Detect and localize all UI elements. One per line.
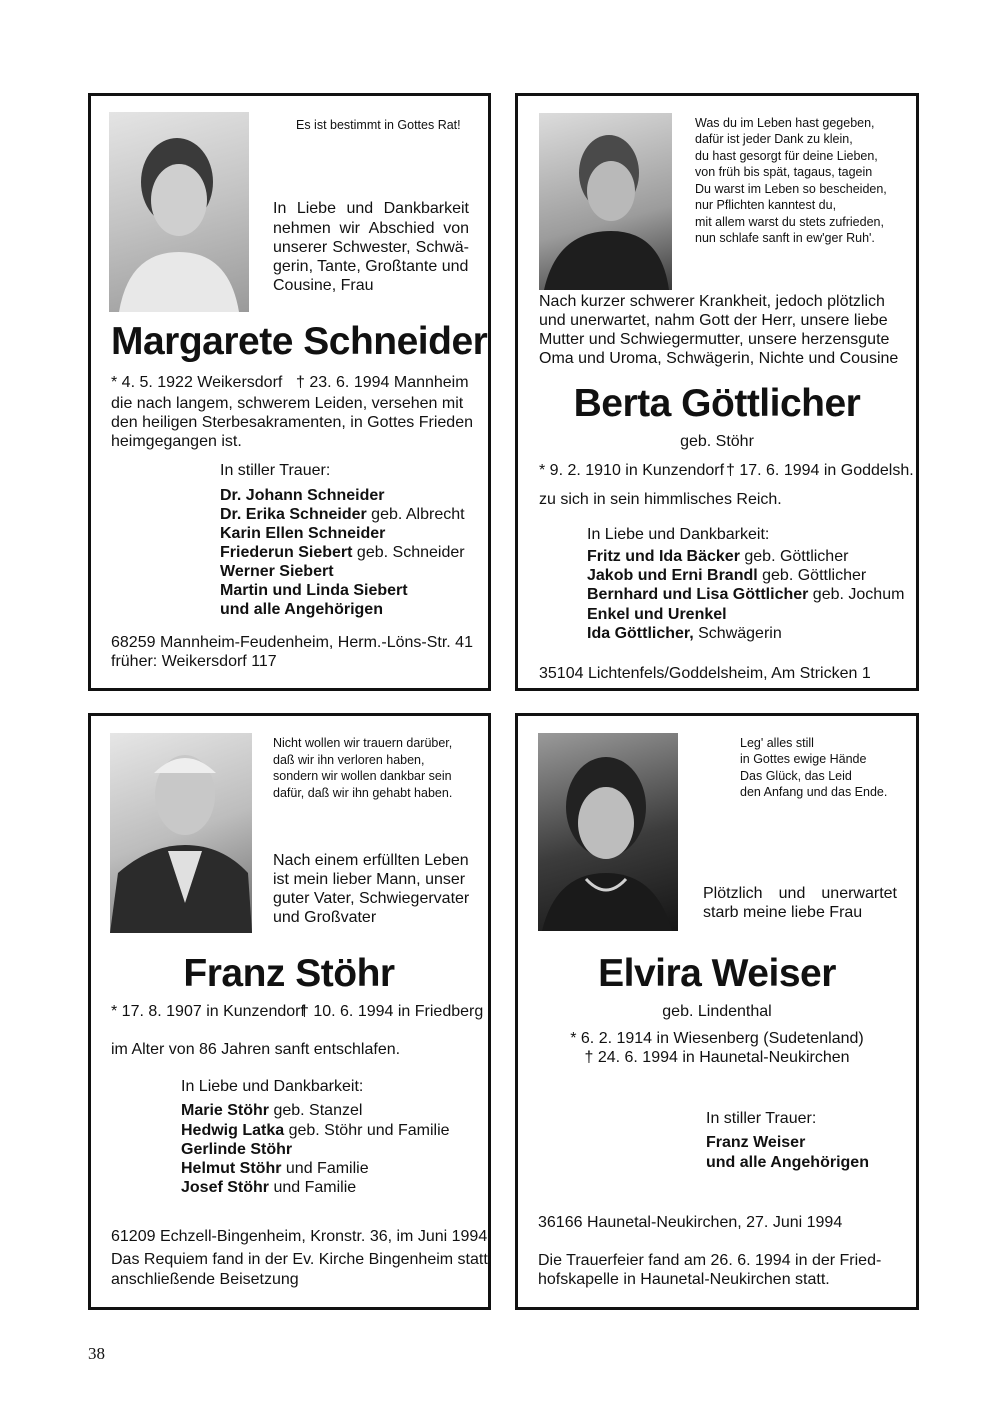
mourner: Martin und Linda Siebert	[220, 582, 408, 599]
mourner: Franz Weiser	[706, 1134, 806, 1151]
address-line: Das Requiem fand in der Ev. Kirche Bingenheim statt,	[111, 1251, 493, 1268]
text-line: im Alter von 86 Jahren sanft entschlafen.	[111, 1041, 401, 1058]
death-date: † 10. 6. 1994 in Friedberg	[300, 1003, 484, 1020]
mourner: Helmut Stöhr und Familie	[181, 1160, 369, 1177]
mourner: Jakob und Erni Brandl geb. Göttlicher	[587, 567, 867, 584]
address-line: anschließende Beisetzung	[111, 1271, 299, 1288]
death-date: † 23. 6. 1994 Mannheim	[296, 374, 469, 391]
mourner: Karin Ellen Schneider	[220, 525, 386, 542]
mourning-label: In Liebe und Dankbarkeit:	[587, 526, 770, 543]
birth-date: * 4. 5. 1922 Weikersdorf	[111, 374, 283, 391]
maiden-name: geb. Stöhr	[680, 433, 754, 450]
text-line: heimgegangen ist.	[111, 433, 242, 450]
address-line: 36166 Haunetal-Neukirchen, 27. Juni 1994	[538, 1214, 843, 1231]
verse-line: dafür ist jeder Dank zu klein,	[695, 132, 853, 146]
verse-line: sondern wir wollen dankbar sein	[273, 769, 452, 783]
birth-date: * 9. 2. 1910 in Kunzendorf	[539, 462, 725, 479]
mourner: Hedwig Latka geb. Stöhr und Familie	[181, 1122, 450, 1139]
deceased-name: Franz Stöhr	[183, 952, 395, 995]
text-line: zu sich in sein himmlisches Reich.	[539, 491, 782, 508]
verse-line: in Gottes ewige Hände	[740, 752, 867, 766]
mourning-label: In stiller Trauer:	[220, 462, 331, 479]
verse-line: nur Pflichten kanntest du,	[695, 198, 837, 212]
verse-line: Du warst im Leben so bescheiden,	[695, 182, 887, 196]
verse-line: Was du im Leben hast gegeben,	[695, 116, 875, 130]
verse-line: mit allem warst du stets zufrieden,	[695, 215, 884, 229]
portrait-photo	[110, 733, 252, 933]
verse-line: du hast gesorgt für deine Lieben,	[695, 149, 878, 163]
intro-line: In Liebe und Dankbarkeit	[273, 200, 469, 217]
text-line: die nach langem, schwerem Leiden, versehen mit	[111, 395, 464, 412]
mourner: Gerlinde Stöhr	[181, 1141, 293, 1158]
intro-line: nehmen wir Abschied von	[273, 220, 469, 237]
verse-line: nun schlafe sanft in ew'ger Ruh'.	[695, 231, 875, 245]
mourner: Friederun Siebert geb. Schneider	[220, 544, 465, 561]
mourner: Bernhard und Lisa Göttlicher geb. Jochum	[587, 586, 905, 603]
verse-line: dafür, daß wir ihn gehabt haben.	[273, 786, 453, 800]
portrait-photo	[538, 733, 678, 931]
address-line: 68259 Mannheim-Feudenheim, Herm.-Löns-Str. 41	[111, 634, 473, 651]
mourner: und alle Angehörigen	[706, 1154, 869, 1171]
intro-line: Nach kurzer schwerer Krankheit, jedoch plötzlich	[539, 293, 885, 310]
verse-line: Das Glück, das Leid	[740, 769, 852, 783]
verse-line: Es ist bestimmt in Gottes Rat!	[296, 118, 461, 132]
death-date: † 17. 6. 1994 in Goddelsh.	[726, 462, 914, 479]
verse-line: Leg' alles still	[740, 736, 814, 750]
address-line: früher: Weikersdorf 117	[111, 653, 277, 670]
deceased-name: Margarete Schneider	[111, 320, 488, 363]
intro-line: Oma und Uroma, Schwägerin, Nichte und Cousine	[539, 350, 899, 367]
mourner: Dr. Erika Schneider geb. Albrecht	[220, 506, 465, 523]
death-date: † 24. 6. 1994 in Haunetal-Neukirchen	[584, 1049, 850, 1066]
mourner: Dr. Johann Schneider	[220, 487, 385, 504]
intro-line: unserer Schwester, Schwä-	[273, 239, 469, 256]
mourning-label: In stiller Trauer:	[706, 1110, 817, 1127]
portrait-photo	[539, 113, 672, 290]
mourner: Marie Stöhr geb. Stanzel	[181, 1102, 363, 1119]
mourner: Fritz und Ida Bäcker geb. Göttlicher	[587, 548, 849, 565]
intro-line: ist mein lieber Mann, unser	[273, 871, 466, 888]
text-line: den heiligen Sterbesakramenten, in Gottes Frieden	[111, 414, 473, 431]
footer-line: Die Trauerfeier fand am 26. 6. 1994 in der Fried-	[538, 1252, 882, 1269]
intro-line: guter Vater, Schwiegervater	[273, 890, 470, 907]
intro-line: und Großvater	[273, 909, 377, 926]
intro-line: Cousine, Frau	[273, 277, 374, 294]
intro-line: Nach einem erfüllten Leben	[273, 852, 469, 869]
intro-line: und unerwartet, nahm Gott der Herr, unsere liebe	[539, 312, 888, 329]
birth-date: * 6. 2. 1914 in Wiesenberg (Sudetenland)	[570, 1030, 864, 1047]
address-line: 35104 Lichtenfels/Goddelsheim, Am Stricken 1	[539, 665, 871, 682]
intro-line: Mutter und Schwiegermutter, unsere herzensgute	[539, 331, 890, 348]
intro-line: starb meine liebe Frau	[703, 904, 863, 921]
mourner: Ida Göttlicher, Schwägerin	[587, 625, 782, 642]
page-number: 38	[88, 1344, 105, 1363]
mourner: Josef Stöhr und Familie	[181, 1179, 357, 1196]
intro-line: Plötzlich und unerwartet	[703, 885, 897, 902]
verse-line: von früh bis spät, tagaus, tagein	[695, 165, 873, 179]
intro-line: gerin, Tante, Großtante und	[273, 258, 469, 275]
mourner: Enkel und Urenkel	[587, 606, 727, 623]
verse-line: daß wir ihn verloren haben,	[273, 753, 425, 767]
deceased-name: Berta Göttlicher	[573, 382, 861, 425]
verse-line: Nicht wollen wir trauern darüber,	[273, 736, 453, 750]
maiden-name: geb. Lindenthal	[662, 1003, 772, 1020]
address-line: 61209 Echzell-Bingenheim, Kronstr. 36, im Juni 1994.	[111, 1228, 492, 1245]
verse-line: den Anfang und das Ende.	[740, 785, 888, 799]
footer-line: hofskapelle in Haunetal-Neukirchen statt.	[538, 1271, 830, 1288]
deceased-name: Elvira Weiser	[598, 952, 836, 995]
mourner: Werner Siebert	[220, 563, 334, 580]
portrait-photo	[109, 112, 249, 312]
mourning-label: In Liebe und Dankbarkeit:	[181, 1078, 364, 1095]
birth-date: * 17. 8. 1907 in Kunzendorf	[111, 1003, 305, 1020]
mourner: und alle Angehörigen	[220, 601, 383, 618]
